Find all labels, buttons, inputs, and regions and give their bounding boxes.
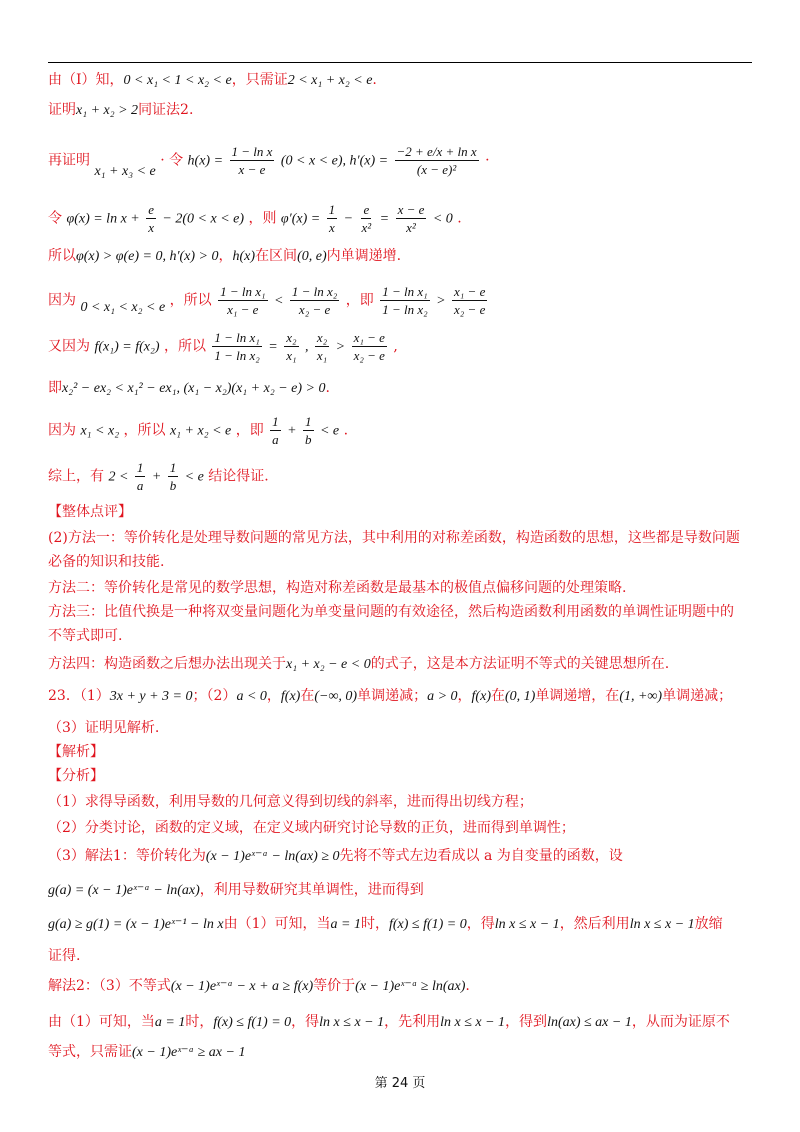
numerator: x₂: [316, 330, 328, 345]
text-span: 放缩: [694, 916, 723, 932]
numerator: 1 − ln x₁: [214, 330, 260, 345]
text-line: [48, 914, 723, 935]
denominator: x₁: [316, 348, 328, 363]
fraction: [135, 460, 146, 493]
math-span: f(x) ≤ f(1) = 0: [388, 917, 467, 932]
text-line: [48, 100, 193, 121]
text-line: [48, 378, 330, 399]
fraction: [396, 202, 427, 235]
math-span: < e: [184, 469, 204, 485]
fraction: [327, 202, 338, 235]
fraction: [352, 330, 387, 363]
text-span: 必备的知识和技能.: [48, 554, 165, 570]
math-span: 0 < x₁ < 1 < x₂ < e: [123, 73, 232, 88]
math-span: φ(x) > φ(e) = 0, h′(x) > 0: [76, 249, 219, 264]
text-line: [48, 602, 734, 622]
text-span: 由（1）可知，当: [48, 1014, 155, 1030]
text-line: [48, 552, 164, 572]
math-span: <: [273, 293, 284, 309]
text-span: 时，: [185, 1014, 214, 1030]
text-span: 在区间: [255, 248, 298, 264]
text-span: ，从而为证原不: [631, 1014, 730, 1030]
denominator: x₁ − e: [227, 302, 259, 317]
text-span: ,: [393, 338, 398, 355]
fraction: [380, 284, 429, 317]
math-span: (x − 1)eˣ⁻ᵃ − ln(ax) ≥ 0: [205, 849, 340, 864]
math-span: x₁ + x₂ > 2: [76, 103, 139, 118]
math-span: x₁ < x₂: [80, 423, 120, 439]
text-span: 解法2：（3）不等式: [48, 978, 171, 994]
math-span: ln x ≤ x − 1: [319, 1015, 385, 1030]
text-line: [48, 626, 122, 646]
text-span: 等价于: [313, 978, 356, 994]
text-span: ，: [218, 248, 233, 264]
text-span: ，先利用: [384, 1014, 441, 1030]
text-span: ，利用导数研究其单调性，进而得到: [199, 882, 424, 898]
text-span: ，: [266, 688, 281, 704]
math-span: a > 0: [427, 689, 458, 704]
text-span: 因为: [48, 292, 76, 309]
text-span: ，只需证: [231, 72, 288, 88]
numerator: 1: [169, 460, 177, 475]
math-span: a = 1: [154, 1015, 186, 1030]
text-span: ，即: [345, 292, 374, 309]
text-line: [48, 976, 470, 997]
text-line: [48, 818, 575, 838]
numerator: 1 − ln x: [231, 144, 273, 159]
proof-line-10: [48, 460, 269, 493]
denominator: b: [169, 478, 177, 493]
numerator: 1: [272, 414, 279, 429]
text-line: [48, 718, 159, 738]
text-span: 令: [48, 210, 62, 227]
denominator: 1 − ln x₂: [214, 348, 260, 363]
denominator: x₂ − e: [353, 348, 385, 363]
text-line: [48, 880, 424, 901]
math-span: x₁ + x₃ < e: [94, 163, 156, 179]
proof-line-9: [48, 414, 348, 447]
text-span: ，然后利用: [559, 916, 630, 932]
text-line: [48, 654, 669, 675]
math-span: (x − 1)eˣ⁻ᵃ ≥ ax − 1: [132, 1045, 246, 1060]
numerator: x − e: [397, 202, 425, 217]
text-span: 由（Ⅰ）知，: [48, 72, 124, 88]
text-line: [48, 528, 740, 548]
math-span: 0 < x₁ < x₂ < e: [80, 299, 166, 315]
math-span: ,: [304, 339, 309, 355]
text-span: .: [325, 380, 330, 396]
text-span: 方法四：构造函数之后想办法出现关于: [48, 656, 286, 672]
denominator: x₁: [286, 348, 297, 363]
text-span: 单调递减；: [357, 688, 428, 704]
text-line: [48, 70, 377, 91]
math-span: f(x): [280, 689, 301, 704]
fraction: [146, 202, 156, 235]
proof-line-4: [48, 202, 462, 235]
text-span: ，得: [291, 1014, 320, 1030]
math-span: φ′(x) =: [280, 211, 321, 227]
text-span: （3）解法1：等价转化为: [48, 848, 206, 864]
text-span: （2）分类讨论，函数的定义域，在定义域内研究讨论导数的正负，进而得到单调性；: [48, 820, 575, 836]
text-span: 等式，只需证: [48, 1044, 132, 1060]
text-span: 综上，有: [48, 468, 104, 485]
page-number: 第 24 页: [374, 1076, 426, 1091]
math-span: h(x): [232, 249, 256, 264]
math-span: φ(x) = ln x +: [66, 211, 140, 227]
math-span: (0, e): [297, 249, 327, 264]
math-span: 2 < x₁ + x₂ < e: [287, 73, 373, 88]
math-span: (0, 1): [504, 689, 536, 704]
math-span: 2 <: [108, 469, 129, 485]
numerator: 1 − ln x₂: [291, 284, 338, 299]
math-span: g(a) = (x − 1)eˣ⁻ᵃ − ln(ax): [48, 883, 200, 898]
math-span: x₁ + x₂ < e: [169, 423, 232, 439]
text-span: 令: [169, 152, 184, 169]
text-line: [48, 686, 732, 707]
fraction: [290, 284, 339, 317]
text-span: 不等式即可.: [48, 628, 123, 644]
text-span: ·: [485, 152, 490, 169]
denominator: (x − e)²: [416, 162, 457, 177]
numerator: 1: [328, 202, 336, 217]
denominator: x²: [361, 220, 372, 235]
numerator: e: [363, 202, 370, 217]
math-span: (x − 1)eˣ⁻ᵃ − x + a ≥ f(x): [170, 979, 314, 994]
text-line: [48, 502, 132, 522]
numerator: 1: [136, 460, 144, 475]
text-span: 单调递减；: [662, 688, 733, 704]
fraction: [303, 414, 314, 447]
text-span: ，即: [235, 422, 264, 439]
text-span: ，得: [466, 916, 495, 932]
text-span: 因为: [48, 422, 76, 439]
proof-line-7: [48, 330, 398, 363]
fraction: [395, 144, 479, 177]
denominator: a: [136, 478, 144, 493]
text-line: [48, 578, 626, 598]
text-span: （1）求得导函数，利用导数的几何意义得到切线的斜率，进而得出切线方程；: [48, 794, 533, 810]
text-span: 同证法2.: [138, 102, 194, 118]
fraction: [315, 330, 329, 363]
text-span: 23．（1）: [48, 688, 110, 704]
text-span: .: [457, 210, 462, 227]
text-span: 方法三：比值代换是一种将双变量问题化为单变量问题的有效途径，然后构造函数利用函数的单调性证明题中的: [48, 604, 734, 620]
denominator: x: [148, 220, 154, 235]
text-span: 【分析】: [48, 768, 104, 784]
numerator: e: [148, 202, 154, 217]
text-span: 在: [300, 688, 315, 704]
text-span: ，所以: [123, 422, 166, 439]
text-span: 【解析】: [48, 744, 104, 760]
text-span: ，所以: [169, 292, 212, 309]
text-line: [48, 246, 401, 267]
fraction: [230, 144, 275, 177]
fraction: [270, 414, 281, 447]
math-span: +: [287, 423, 297, 439]
math-span: ln x ≤ x − 1: [494, 917, 560, 932]
math-span: (x − 1)eˣ⁻ᵃ ≥ ln(ax): [355, 979, 466, 994]
math-span: g(a) ≥ g(1) = (x − 1)eˣ⁻¹ − ln x: [48, 917, 224, 932]
math-span: < e: [319, 423, 340, 439]
text-span: 方法二：等价转化是常见的数学思想，构造对称差函数是最基本的极值点偏移问题的处理策略.: [48, 580, 627, 596]
text-span: .: [465, 978, 470, 994]
fraction: [452, 284, 487, 317]
numerator: 1 − ln x₁: [382, 284, 428, 299]
header-rule: [48, 62, 752, 63]
math-span: f(x₁) = f(x₂): [94, 339, 160, 355]
math-span: x₂² − ex₂ < x₁² − ex₁, (x₁ − x₂)(x₁ + x₂ − e) > 0: [62, 381, 326, 396]
text-span: 证得.: [48, 948, 81, 964]
text-span: 时，: [360, 916, 389, 932]
math-span: h(x) =: [187, 153, 224, 169]
math-span: >: [436, 293, 446, 309]
text-span: .: [372, 72, 377, 88]
denominator: x₂ − e: [298, 302, 331, 317]
math-span: ln x ≤ x − 1: [440, 1015, 506, 1030]
math-span: >: [335, 339, 346, 355]
text-line: [48, 742, 104, 762]
text-line: [48, 946, 80, 966]
math-span: =: [379, 211, 390, 227]
text-span: ·: [160, 152, 165, 169]
text-span: 由（1）可知，当: [223, 916, 331, 932]
denominator: x − e: [238, 162, 266, 177]
numerator: −2 + e/x + ln x: [396, 144, 477, 159]
proof-line-6: [48, 284, 489, 317]
text-line: [48, 792, 533, 812]
text-span: ，则: [248, 210, 277, 227]
fraction: [360, 202, 374, 235]
text-span: （3）证明见解析.: [48, 720, 160, 736]
text-span: 结论得证.: [208, 468, 269, 485]
math-span: (−∞, 0): [314, 689, 358, 704]
text-span: ，: [457, 688, 472, 704]
text-span: ，所以: [163, 338, 206, 355]
math-span: a = 1: [330, 917, 361, 932]
math-span: − 2(0 < x < e): [162, 211, 245, 227]
text-span: (2)方法一：等价转化是处理导数问题的常见方法，其中利用的对称差函数，构造函数的思想，这些都是导数问题: [48, 530, 740, 546]
math-span: ln(ax) ≤ ax − 1: [547, 1015, 632, 1030]
text-span: 即: [48, 380, 62, 396]
text-span: ；（2）: [192, 688, 237, 704]
fraction: [212, 330, 261, 363]
text-span: 再证明: [48, 152, 90, 169]
math-span: −: [343, 211, 354, 227]
text-span: 【整体点评】: [48, 504, 132, 520]
math-span: a < 0: [236, 689, 267, 704]
text-line: [48, 1042, 245, 1063]
denominator: b: [305, 432, 312, 447]
proof-line-3: [48, 144, 490, 177]
numerator: 1: [305, 414, 312, 429]
math-span: ln x ≤ x − 1: [629, 917, 695, 932]
denominator: a: [272, 432, 279, 447]
denominator: x: [329, 220, 335, 235]
denominator: x₂ − e: [454, 302, 486, 317]
numerator: x₁ − e: [353, 330, 385, 345]
text-span: 在: [490, 688, 505, 704]
numerator: 1 − ln x₁: [220, 284, 266, 299]
text-span: 内单调递增.: [326, 248, 402, 264]
fraction: [218, 284, 267, 317]
text-span: 单调递增，在: [535, 688, 620, 704]
text-line: [48, 1012, 730, 1033]
text-span: 先将不等式左边看成以 a 为自变量的函数，设: [339, 848, 623, 864]
denominator: 1 − ln x₂: [382, 302, 428, 317]
math-span: (1, +∞): [619, 689, 663, 704]
text-span: 证明: [48, 102, 76, 118]
math-span: f(x) ≤ f(1) = 0: [213, 1015, 292, 1030]
math-span: 3x + y + 3 = 0: [109, 689, 193, 704]
text-line: [48, 766, 104, 786]
text-line: [48, 846, 623, 867]
text-span: 又因为: [48, 338, 90, 355]
text-span: ，得到: [505, 1014, 548, 1030]
math-span: (0 < x < e), h′(x) =: [280, 153, 389, 169]
text-span: 的式子，这是本方法证明不等式的关键思想所在.: [370, 656, 670, 672]
math-span: =: [268, 339, 278, 355]
numerator: x₁ − e: [454, 284, 486, 299]
text-span: .: [343, 422, 349, 439]
math-span: +: [151, 469, 162, 485]
fraction: [284, 330, 298, 363]
math-span: < 0: [432, 211, 453, 227]
numerator: x₂: [286, 330, 297, 345]
denominator: x²: [406, 220, 416, 235]
fraction: [168, 460, 179, 493]
text-span: 所以: [48, 248, 76, 264]
math-span: f(x): [471, 689, 491, 704]
math-span: x₁ + x₂ − e < 0: [286, 657, 371, 672]
